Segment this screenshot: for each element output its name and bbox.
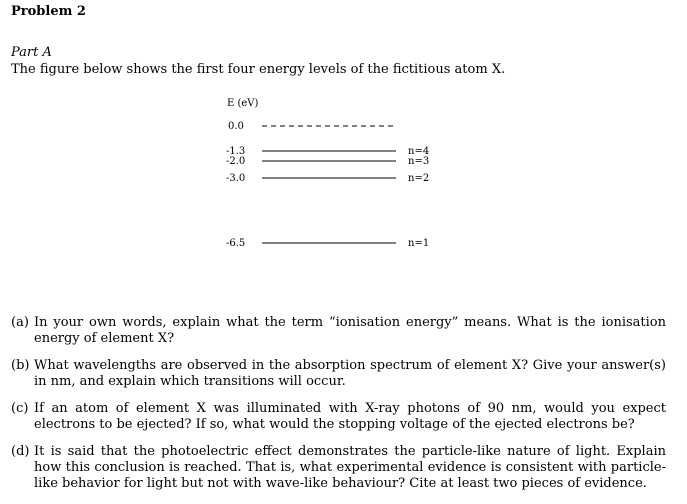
question-text: It is said that the photoelectric effect demonstrates the particle-like nature of light. Explain how this conclusion is reached. That is, what experimental evidence is consistent with particle-like behavior for light but not with wave-like behaviour? Cite at least two pieces of evidence. — [34, 444, 666, 491]
quantum-number-label: n=2 — [408, 173, 430, 184]
question-item — [11, 315, 666, 347]
intro-text: The figure below shows the first four energy levels of the fictitious atom X. — [11, 62, 506, 77]
energy-value-label: 0.0 — [228, 121, 244, 132]
part-heading: Part A — [11, 45, 52, 60]
problem-heading: Problem 2 — [11, 4, 86, 19]
quantum-number-label: n=4 — [408, 146, 430, 157]
energy-axis-label: E (eV) — [227, 98, 259, 109]
question-item — [11, 401, 666, 433]
energy-value-label: -2.0 — [226, 156, 246, 167]
question-item — [11, 444, 666, 492]
question-text: In your own words, explain what the term “ionisation energy” means. What is the ionisation energy of element X? — [34, 315, 666, 346]
question-label: (c) — [11, 401, 29, 416]
question-text: What wavelengths are observed in the absorption spectrum of element X? Give your answer(s) in nm, and explain which transitions will occur. — [34, 358, 666, 389]
question-item — [11, 358, 666, 390]
question-label: (b) — [11, 358, 30, 373]
energy-value-label: -3.0 — [226, 173, 246, 184]
question-label: (a) — [11, 315, 29, 330]
energy-value-label: -6.5 — [226, 238, 246, 249]
question-list — [11, 315, 666, 503]
quantum-number-label: n=1 — [408, 238, 430, 249]
question-label: (d) — [11, 444, 30, 459]
energy-value-label: -1.3 — [226, 146, 246, 157]
question-text: If an atom of element X was illuminated with X-ray photons of 90 nm, would you expect electrons to be ejected? If so, what would the stopping voltage of the ejected electrons be? — [34, 401, 666, 432]
quantum-number-label: n=3 — [408, 156, 430, 167]
